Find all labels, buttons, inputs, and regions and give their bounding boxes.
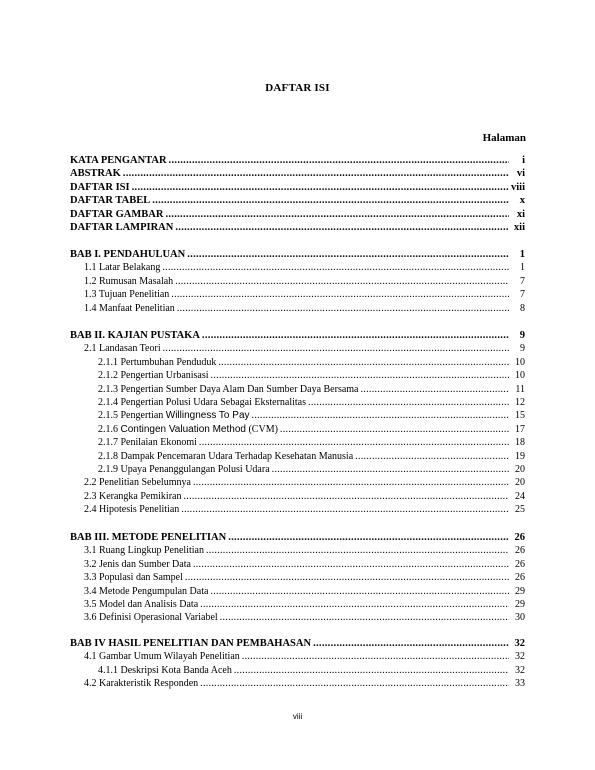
toc-entry-abstrak[interactable]: ABSTRAK ..... vi [70, 167, 526, 180]
page-column-header: Halaman [482, 132, 526, 144]
toc-section[interactable]: 4.2 Karakteristik Responden ..... 33 [70, 677, 526, 690]
toc-section[interactable]: 3.6 Definisi Operasional Variabel ..... 30 [70, 611, 526, 624]
toc-bab-4 [70, 637, 526, 691]
toc-bab-2 [70, 329, 526, 516]
toc-chapter-heading[interactable]: BAB II. KAJIAN PUSTAKA ..... 9 [70, 329, 526, 342]
toc-subsection[interactable]: 4.1.1 Deskripsi Kota Banda Aceh ..... 32 [70, 664, 526, 677]
toc-section[interactable]: 3.3 Populasi dan Sampel ..... 26 [70, 571, 526, 584]
page-title: DAFTAR ISI [265, 82, 330, 94]
toc-entry-daftar-isi[interactable]: DAFTAR ISI ..... viii [70, 181, 526, 194]
toc-subsection[interactable]: 2.1.7 Penilaian Ekonomi ..... 18 [70, 436, 526, 449]
toc-bab-3 [70, 531, 526, 625]
toc-bab-1 [70, 248, 526, 315]
toc-subsection[interactable]: 2.1.5 Pengertian Willingness To Pay ..... 15 [70, 409, 526, 422]
toc-chapter-heading[interactable]: BAB III. METODE PENELITIAN ..... 26 [70, 531, 526, 544]
toc-subsection[interactable]: 2.1.8 Dampak Pencemaran Udara Terhadap Kesehatan Manusia ..... 19 [70, 450, 526, 463]
toc-subsection[interactable]: 2.1.2 Pengertian Urbanisasi ..... 10 [70, 369, 526, 382]
toc-section[interactable]: 3.2 Jenis dan Sumber Data ..... 26 [70, 558, 526, 571]
toc-subsection[interactable]: 2.1.1 Pertumbuhan Penduduk ..... 10 [70, 356, 526, 369]
toc-chapter-heading[interactable]: BAB IV HASIL PENELITIAN DAN PEMBAHASAN ..... 32 [70, 637, 526, 650]
toc-entry-kata-pengantar[interactable]: KATA PENGANTAR ..... i [70, 154, 526, 167]
toc-section[interactable]: 1.1 Latar Belakang ..... 1 [70, 261, 526, 274]
toc-subsection[interactable]: 2.1.4 Pengertian Polusi Udara Sebagai Eksternalitas ..... 12 [70, 396, 526, 409]
page-number-footer: viii [292, 712, 303, 721]
toc-section[interactable]: 1.3 Tujuan Penelitian ..... 7 [70, 288, 526, 301]
toc-section[interactable]: 1.4 Manfaat Penelitian ..... 8 [70, 302, 526, 315]
toc-section[interactable]: 2.2 Penelitian Sebelumnya ..... 20 [70, 476, 526, 489]
toc-entry-daftar-gambar[interactable]: DAFTAR GAMBAR ..... xi [70, 208, 526, 221]
toc-section[interactable]: 3.5 Model dan Analisis Data ..... 29 [70, 598, 526, 611]
toc-section[interactable]: 3.1 Ruang Lingkup Penelitian ..... 26 [70, 544, 526, 557]
toc-section[interactable]: 3.4 Metode Pengumpulan Data ..... 29 [70, 585, 526, 598]
toc-entry-daftar-lampiran[interactable]: DAFTAR LAMPIRAN ..... xii [70, 221, 526, 234]
toc-entry-daftar-tabel[interactable]: DAFTAR TABEL ..... x [70, 194, 526, 207]
toc-section[interactable]: 2.4 Hipotesis Penelitian ..... 25 [70, 503, 526, 516]
toc-section[interactable]: 4.1 Gambar Umum Wilayah Penelitian ..... 32 [70, 650, 526, 663]
toc-subsection[interactable]: 2.1.9 Upaya Penanggulangan Polusi Udara ..... 20 [70, 463, 526, 476]
toc-subsection[interactable]: 2.1.3 Pengertian Sumber Daya Alam Dan Sumber Daya Bersama ..... 11 [70, 383, 526, 396]
toc-subsection[interactable]: 2.1.6 Contingen Valuation Method (CVM) ..... 17 [70, 423, 526, 436]
toc-front-matter [70, 154, 526, 234]
toc-chapter-heading[interactable]: BAB I. PENDAHULUAN ..... 1 [70, 248, 526, 261]
toc-section[interactable]: 1.2 Rumusan Masalah ..... 7 [70, 275, 526, 288]
toc-section[interactable]: 2.3 Kerangka Pemikiran ..... 24 [70, 490, 526, 503]
toc-section[interactable]: 2.1 Landasan Teori ..... 9 [70, 342, 526, 355]
